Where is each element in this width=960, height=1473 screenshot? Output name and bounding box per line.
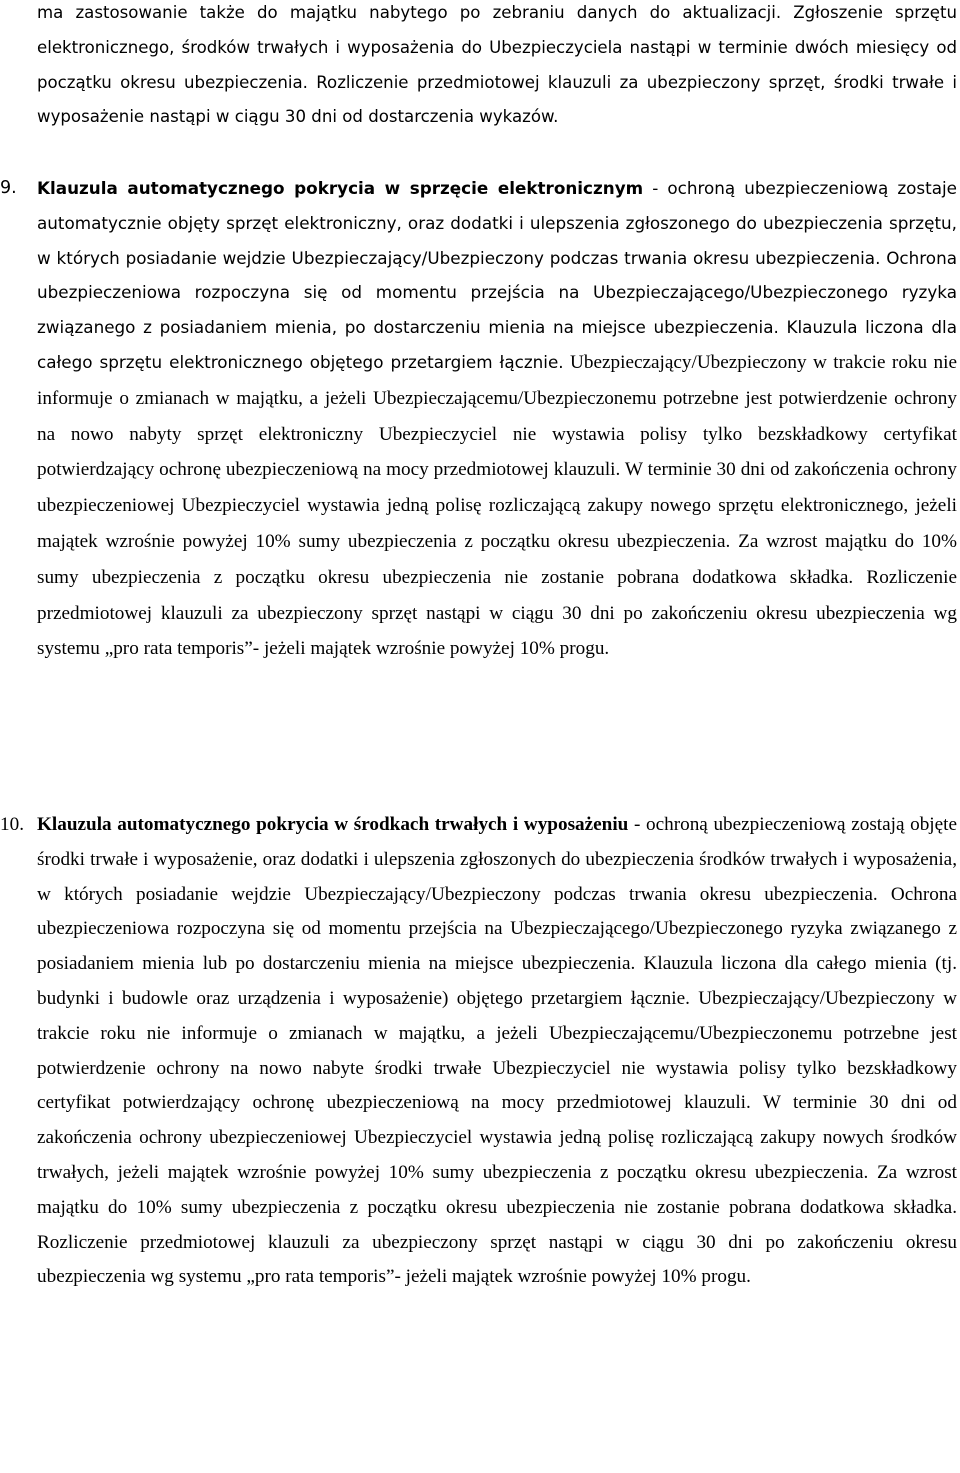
clause-number: 10. — [0, 814, 24, 835]
clause-title: Klauzula automatycznego pokrycia w sprzęcie elektronicznym — [37, 178, 644, 198]
clause-text: - ochroną ubezpieczeniową zostają objęte środki trwałe i wyposażenie, oraz dodatki i ulepszenia zgłoszonych do ubezpieczenia środków trwałych i wyposażenia, w których posiadanie wejdzie Ubezpieczający/Ubezpieczony podczas trwania okresu ubezpieczenia. Ochrona ubezpieczeniowa rozpoczyna się od momentu przejścia na Ubezpieczającego/Ubezpieczonego ryzyka związanego z posiadaniem mienia lub po dostarczeniu mienia na miejsce ubezpieczenia. Klauzula liczona dla całego mienia (tj. budynki i budowle oraz urządzenia i wyposażenie) objętego przetargiem łącznie. Ubezpieczający/Ubezpieczony w trakcie roku nie informuje o zmianach w majątku, a jeżeli Ubezpieczającemu/Ubezpieczonemu potrzebne jest potwierdzenie ochrony na nowo nabyte środki trwałe Ubezpieczyciel nie wystawia polisy tylko bezskładkowy certyfikat potwierdzający ochronę ubezpieczeniową na mocy przedmiotowej klauzuli. W terminie 30 dni od zakończenia ochrony ubezpieczeniowej Ubezpieczyciel wystawia jedną polisę rozliczającą zakupy nowych środków trwałych, jeżeli majątek wzrośnie powyżej 10% sumy ubezpieczenia z początku okresu ubezpieczenia. Za wzrost majątku do 10% sumy ubezpieczenia z początku okresu ubezpieczenia nie zostanie pobrana dodatkowa składka. Rozliczenie przedmiotowej klauzuli za ubezpieczony sprzęt nastąpi w ciągu 30 dni po zakończeniu okresu ubezpieczenia wg systemu „pro rata temporis”- jeżeli majątek wzrośnie powyżej 10% progu. — [37, 814, 958, 1288]
clause-body — [37, 808, 957, 1295]
clause-number: 9. — [0, 178, 17, 198]
clause-title: Klauzula automatycznego pokrycia w środkach trwałych i wyposażeniu — [37, 814, 629, 835]
clause-text: Ubezpieczający/Ubezpieczony w trakcie roku nie informuje o zmianach w majątku, a jeżeli Ubezpieczającemu/Ubezpieczonemu potrzebne jest potwierdzenie ochrony na nowo nabyty sprzęt elektroniczny Ubezpieczyciel nie wystawia polisy tylko bezskładkowy certyfikat potwierdzający ochronę ubezpieczeniową na mocy przedmiotowej klauzuli. W terminie 30 dni od zakończenia ochrony ubezpieczeniowej Ubezpieczyciel wystawia jedną polisę rozliczającą zakupy nowego sprzętu elektronicznego, jeżeli majątek wzrośnie powyżej 10% sumy ubezpieczenia z początku okresu ubezpieczenia. Za wzrost majątku do 10% sumy ubezpieczenia z początku okresu ubezpieczenia nie zostanie pobrana dodatkowa składka. Rozliczenie przedmiotowej klauzuli za ubezpieczony sprzęt nastąpi w ciągu 30 dni po zakończeniu okresu ubezpieczenia wg systemu „pro rata temporis”- jeżeli majątek wzrośnie powyżej 10% progu. — [37, 351, 957, 660]
clause-lead-text: - ochroną ubezpieczeniową zostaje automatycznie objęty sprzęt elektroniczny, oraz dodatki i ulepszenia zgłoszonego do ubezpieczenia sprzętu, w których posiadanie wejdzie Ubezpieczający/Ubezpieczony podczas trwania okresu ubezpieczenia. Ochrona ubezpieczeniowa rozpoczyna się od momentu przejścia na Ubezpieczającego/Ubezpieczonego ryzyka związanego z posiadaniem mienia, po dostarczeniu mienia na miejsce ubezpieczenia. Klauzula liczona dla całego sprzętu elektronicznego objętego przetargiem łącznie. — [37, 178, 957, 372]
clause-body — [37, 171, 957, 667]
intro-paragraph: ma zastosowanie także do majątku nabytego po zebraniu danych do aktualizacji. Zgłoszenie sprzętu elektronicznego, środków trwałych i wyposażenia do Ubezpieczyciela nastąpi w terminie dwóch miesięcy od początku okresu ubezpieczenia. Rozliczenie przedmiotowej klauzuli za ubezpieczony sprzęt, środki trwałe i wyposażenie nastąpi w ciągu 30 dni od dostarczenia wykazów. — [37, 3, 957, 127]
